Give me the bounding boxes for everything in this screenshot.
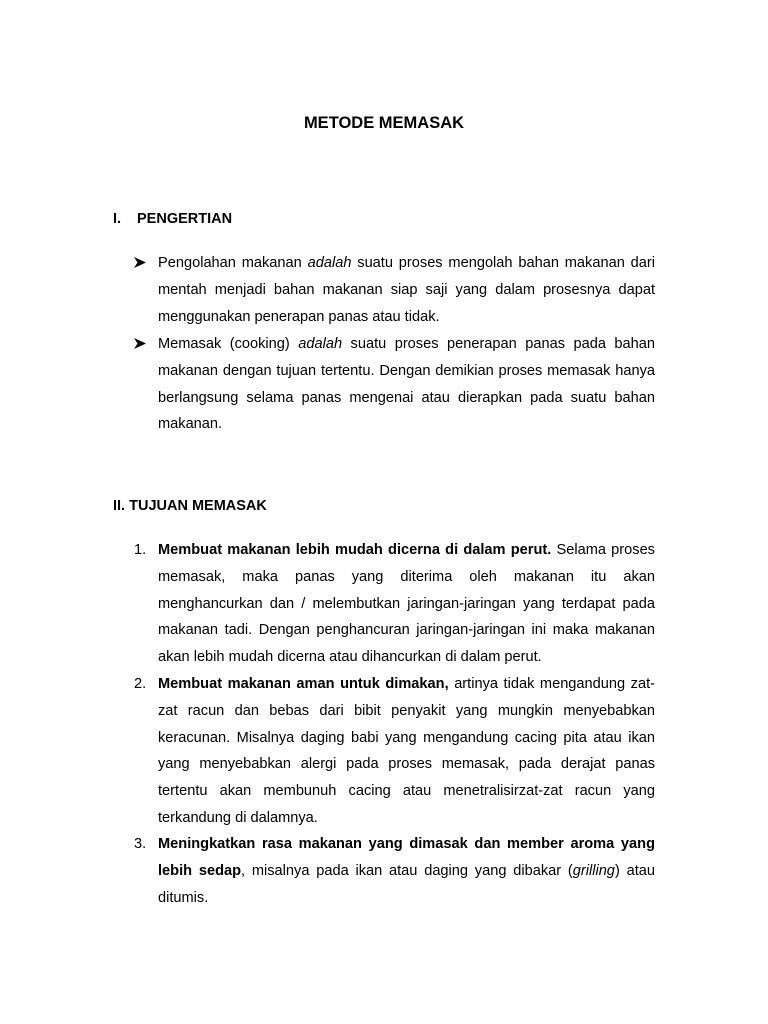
document-title: METODE MEMASAK — [303, 114, 465, 132]
item-lead-bold: Meningkatkan rasa makanan yang dimasak dan member aroma yang lebih sedap — [158, 836, 655, 879]
item-text: Selama proses memasak, maka panas yang diterima oleh makanan itu akan menghancurkan dan / melembutkan jaringan-jaringan yang terdapat pada makanan tadi. Dengan penghancuran jaringan-jaringan ini maka makanan akan lebih mudah dicerna atau dihancurkan di dalam perut. — [158, 542, 655, 666]
item-lead-bold: Membuat makanan lebih mudah dicerna di dalam perut. — [158, 542, 552, 558]
bullet-item — [158, 331, 655, 438]
section-title: PENGERTIAN — [137, 211, 233, 227]
bullet-text-italic: adalah — [298, 336, 343, 352]
bullet-text-end: suatu proses penerapan panas pada bahan makanan dengan tujuan tertentu. Dengan demikian proses memasak hanya berlangsung selama panas mengenai atau dierapkan pada suatu bahan makanan. — [158, 336, 656, 433]
item-text-start: , misalnya pada ikan atau daging yang dibakar ( — [241, 862, 573, 879]
bullet-text-start: Pengolahan makanan — [158, 255, 308, 271]
list-number: 2. — [134, 676, 147, 692]
bullet-text-italic: adalah — [307, 255, 352, 271]
section-heading-pengertian — [113, 209, 232, 229]
section-number: I. — [113, 211, 122, 227]
item-text-end: ) atau ditumis. — [158, 862, 655, 906]
bullet-text-end: suatu proses mengolah bahan makanan dari mentah menjadi bahan makanan siap saji yang dalam prosesnya dapat menggunakan penerapan panas atau tidak. — [158, 255, 655, 325]
item-lead-bold: Membuat makanan aman untuk dimakan, — [158, 676, 449, 692]
item-text: artinya tidak mengandung zat-zat racun dan bebas dari bibit penyakit yang mungkin menyebabkan keracunan. Misalnya daging babi yang mengandung cacing pita atau ikan yang menyebabkan alergi pada proses memasak, pada derajat panas tertentu akan membunuh cacing atau menetralisirzat-zat racun yang terkandung di dalamnya. — [158, 676, 655, 826]
bullet-item — [158, 250, 655, 330]
numbered-item — [158, 671, 655, 832]
list-number: 3. — [134, 836, 147, 852]
section-heading-tujuan-memasak: II. TUJUAN MEMASAK — [113, 498, 267, 514]
arrow-bullet-icon — [134, 331, 154, 358]
numbered-item — [158, 831, 655, 911]
numbered-item — [158, 537, 655, 671]
item-text-italic: grilling — [572, 862, 615, 879]
list-number: 1. — [134, 542, 147, 558]
bullet-text-start: Memasak (cooking) — [158, 336, 299, 352]
arrow-bullet-icon — [134, 250, 154, 277]
